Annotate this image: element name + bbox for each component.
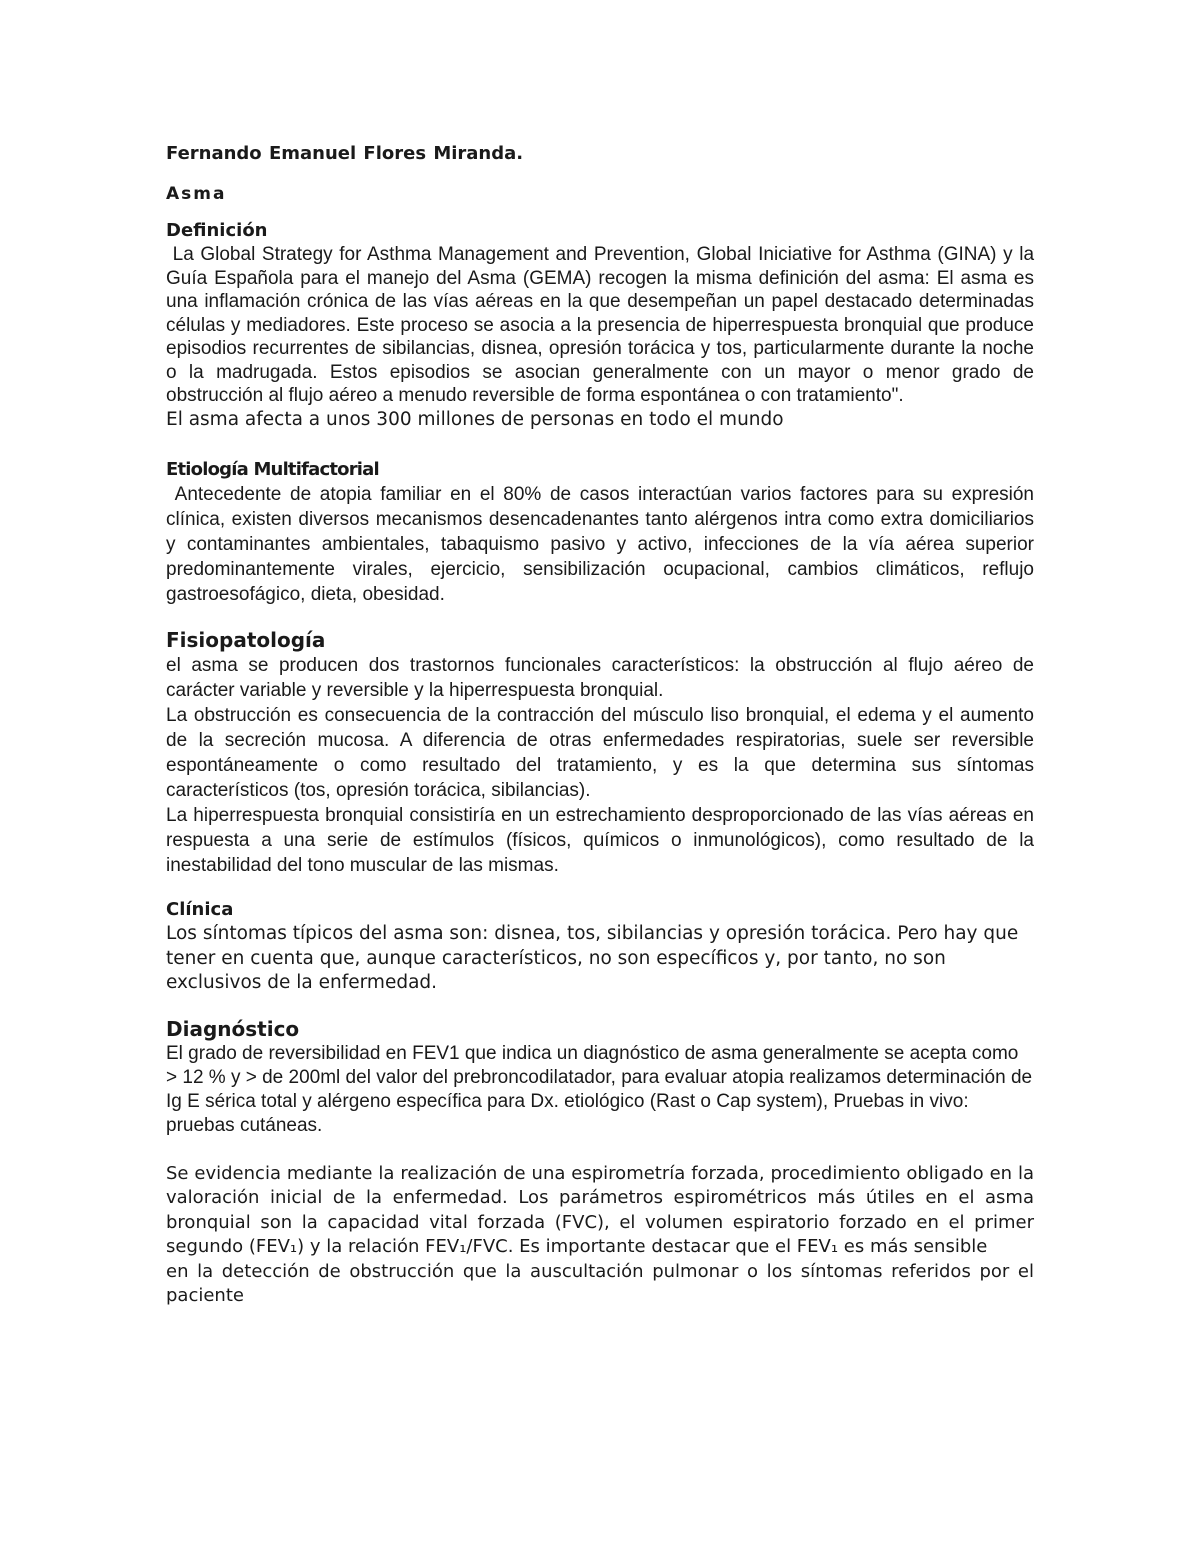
paragraph-fisiopatologia-3: La hiperrespuesta bronquial consistiría en un estrechamiento desproporcionado de las vías aéreas en respuesta a una serie de estímulos (físicos, químicos o inmunológicos), como resultado de la inestabilidad del tono muscular de las mismas. <box>166 805 1034 876</box>
paragraph-diagnostico-1: El grado de reversibilidad en FEV1 que indica un diagnóstico de asma generalmente se acepta como > 12 % y > de 200ml del valor del prebroncodilatador, para evaluar atopia realizamos determinación de Ig E sérica total y alérgeno específica para Dx. etiológico (Rast o Cap system), Pruebas in vivo: pruebas cutáneas. <box>166 1042 1033 1136</box>
heading-fisiopatologia: Fisiopatología <box>166 628 326 652</box>
author-name: Fernando Emanuel Flores Miranda. <box>166 143 524 164</box>
section-clinica <box>166 898 1034 996</box>
section-etiologia <box>166 458 1040 607</box>
heading-diagnostico: Diagnóstico <box>166 1016 300 1041</box>
paragraph-fisiopatologia-2: La obstrucción es consecuencia de la contracción del músculo liso bronquial, el edema y el aumento de la secreción mucosa. A diferencia de otras enfermedades respiratorias, suele ser reversible espontáneamente o como resultado del tratamiento, y es la que determina sus síntomas característicos (tos, opresión torácica, sibilancias). <box>166 705 1034 801</box>
section-definicion <box>166 219 1040 432</box>
paragraph-fisiopatologia-1: el asma se producen dos trastornos funcionales característicos: la obstrucción al flujo aéreo de carácter variable y reversible y la hiperrespuesta bronquial. <box>166 655 1034 701</box>
document-title: Asma <box>166 184 227 204</box>
paragraph-definicion: La Global Strategy for Asthma Management and Prevention, Global Iniciative for Asthma (GINA) y la Guía Española para el manejo del Asma (GEMA) recogen la misma definición del asma: El asma es una inflamación crónica de las vías aéreas en la que desempeñan un papel destacado determinadas células y mediadores. Este proceso se asocia a la presencia de hiperrespuesta bronquial que produce episodios recurrentes de sibilancias, disnea, opresión torácica y tos, particularmente durante la noche o la madrugada. Estos episodios se asocian generalmente con un mayor o menor grado de obstrucción al flujo aéreo a menudo reversible de forma espontánea o con tratamiento". <box>166 244 1040 406</box>
section-diagnostico <box>166 1016 1034 1309</box>
heading-etiologia: Etiología Multifactorial <box>166 459 379 480</box>
paragraph-prevalencia: El asma afecta a unos 300 millones de personas en todo el mundo <box>166 408 784 430</box>
paragraph-etiologia: Antecedente de atopia familiar en el 80% de casos interactúan varios factores para su expresión clínica, existen diversos mecanismos desencadenantes tanto alérgenos intra como extra domiciliarios y contaminantes ambientales, tabaquismo pasivo y activo, infecciones de la vía aérea superior predominantemente virales, ejercicio, sensibilización ocupacional, cambios climáticos, reflujo gastroesofágico, dieta, obesidad. <box>166 484 1040 605</box>
heading-clinica: Clínica <box>166 899 234 920</box>
paragraph-clinica: Los síntomas típicos del asma son: disnea, tos, sibilancias y opresión torácica. Pero hay que tener en cuenta que, aunque característicos, no son específicos y, por tanto, no son exclusivos de la enfermedad. <box>166 923 1019 993</box>
document-content <box>166 141 1040 1309</box>
section-fisiopatologia <box>166 627 1034 878</box>
heading-definicion: Definición <box>166 220 268 241</box>
paragraph-diagnostico-2: Se evidencia mediante la realización de una espirometría forzada, procedimiento obligado en la valoración inicial de la enfermedad. Los parámetros espirométricos más útiles en el asma bronquial son la capacidad vital forzada (FVC), el volumen espiratorio forzado en el primer segundo (FEV₁) y la relación FEV₁/FVC. Es importante destacar que el FEV₁ es más sensible <box>166 1162 1034 1257</box>
paragraph-diagnostico-3: en la detección de obstrucción que la auscultación pulmonar o los síntomas referidos por el paciente <box>166 1260 1034 1306</box>
